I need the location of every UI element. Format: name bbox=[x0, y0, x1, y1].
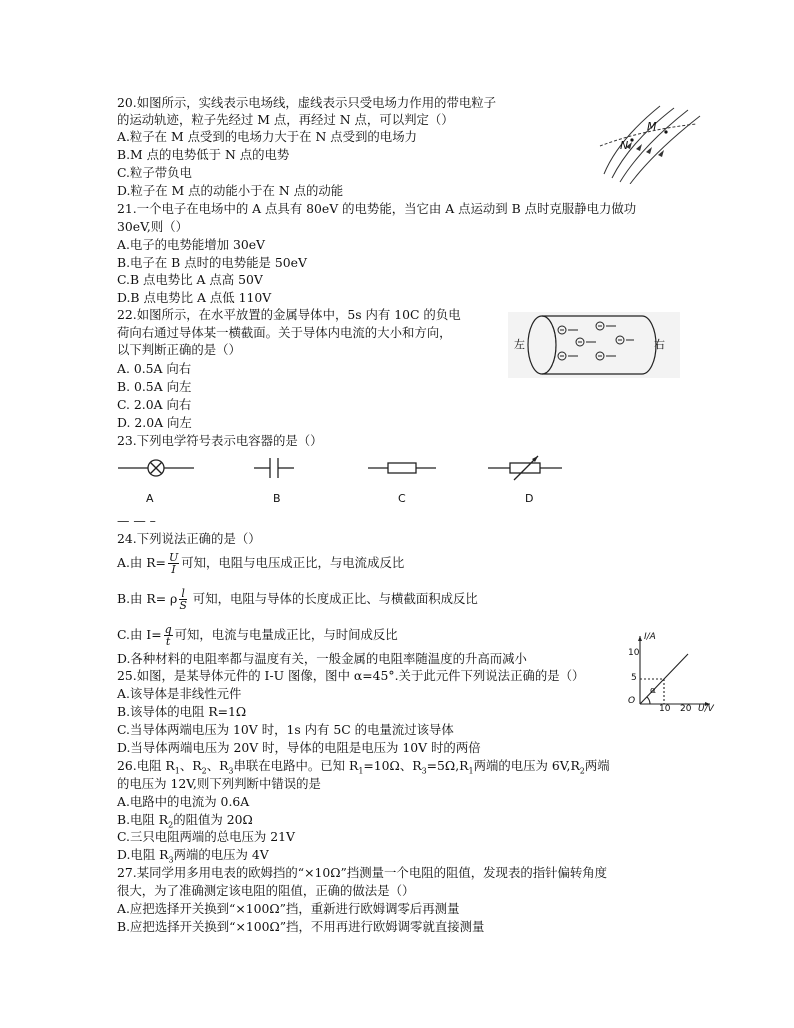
q26-option-d: D.电阻 $R_3$两端的电压为 4V bbox=[117, 847, 269, 865]
q20-stem-line2: 的运动轨迹，粒子先经过 M 点，再经过 N 点，可以判定（） bbox=[117, 112, 454, 127]
q26-option-a: A.电路中的电流为 0.6A bbox=[117, 794, 250, 809]
q27-option-b: B.应把选择开关换到“×100Ω”挡，不用再进行欧姆调零就直接测量 bbox=[117, 919, 485, 934]
q22-label-right: 右 bbox=[654, 338, 665, 351]
q25-iu-graph bbox=[622, 632, 714, 712]
separator-dash: — — – bbox=[117, 513, 156, 528]
q27-stem-line1: 27.某同学用多用电表的欧姆挡的“×10Ω”挡测量一个电阻的阻值，发现表的指针偏转角度 bbox=[117, 865, 608, 880]
q20-stem-line1: 20.如图所示，实线表示电场线，虚线表示只受电场力作用的带电粒子 bbox=[117, 95, 497, 110]
q24-option-c: C.由 I= $\frac{q}{t}$ 可知，电流与电量成正比，与时间成反比 bbox=[117, 623, 398, 648]
q25-option-b: B.该导体的电阻 R=1Ω bbox=[117, 704, 247, 719]
q26-option-b: B.电阻 $R_2$的阻值为 20Ω bbox=[117, 812, 253, 830]
q21-option-c: C.B 点电势比 A 点高 50V bbox=[117, 272, 263, 287]
q22-stem-line3: 以下判断正确的是（） bbox=[117, 342, 241, 357]
q20-option-d: D.粒子在 M 点的动能小于在 N 点的动能 bbox=[117, 183, 344, 198]
q22-label-left: 左 bbox=[514, 338, 525, 351]
q25-x-tick-10: 10 bbox=[659, 704, 671, 714]
q21-stem-line1: 21.一个电子在电场中的 A 点具有 80eV 的电势能，当它由 A 点运动到 B 点时克服静电力做功 bbox=[117, 201, 637, 216]
q27-stem-line2: 很大，为了准确测定该电阻的阻值，正确的做法是（） bbox=[117, 883, 415, 898]
q23-stem: 23.下列电学符号表示电容器的是（） bbox=[117, 433, 323, 448]
q26-stem-line2: 的电压为 12V,则下列判断中错误的是 bbox=[117, 776, 321, 791]
q25-y-axis-label: I/A bbox=[644, 632, 656, 642]
q20-option-c: C.粒子带负电 bbox=[117, 165, 192, 180]
q25-y-tick-10: 10 bbox=[628, 648, 640, 658]
q22-stem-line1: 22.如图所示，在水平放置的金属导体中，5s 内有 10C 的负电 bbox=[117, 307, 461, 322]
q22-option-c: C. 2.0A 向右 bbox=[117, 397, 192, 412]
q21-option-a: A.电子的电势能增加 30eV bbox=[117, 237, 265, 252]
q22-option-a: A. 0.5A 向右 bbox=[117, 361, 192, 376]
q20-field-figure bbox=[596, 102, 702, 184]
q20-label-m: M bbox=[647, 120, 657, 133]
q25-origin-label: O bbox=[628, 696, 636, 706]
q23-label-d: D bbox=[525, 492, 534, 505]
q26-option-c: C.三只电阻两端的总电压为 21V bbox=[117, 829, 295, 844]
q23-label-b: B bbox=[273, 492, 281, 505]
q20-option-a: A.粒子在 M 点受到的电场力大于在 N 点受到的电场力 bbox=[117, 129, 417, 144]
q25-stem: 25.如图，是某导体元件的 I-U 图像，图中 α=45°.关于此元件下列说法正确的是（） bbox=[117, 668, 585, 683]
q21-option-b: B.电子在 B 点时的电势能是 50eV bbox=[117, 255, 307, 270]
q20-label-n: N bbox=[620, 139, 629, 152]
q22-option-d: D. 2.0A 向左 bbox=[117, 415, 192, 430]
q23-label-a: A bbox=[146, 492, 154, 505]
q23-symbols-figure bbox=[118, 452, 568, 486]
q24-option-b: B.由 R= ρ $\frac{l}{S}$ 可知，电阻与导体的长度成正比、与横截面积成反比 bbox=[117, 587, 478, 612]
q21-option-d: D.B 点电势比 A 点低 110V bbox=[117, 290, 272, 305]
q25-y-tick-5: 5 bbox=[631, 673, 637, 683]
q25-option-d: D.当导体两端电压为 20V 时，导体的电阻是电压为 10V 时的两倍 bbox=[117, 740, 481, 755]
q25-x-tick-20: 20 bbox=[680, 704, 692, 714]
q22-stem-line2: 荷向右通过导体某一横截面。关于导体内电流的大小和方向， bbox=[117, 325, 452, 340]
q25-x-axis-label: U/V bbox=[698, 704, 714, 714]
q25-option-c: C.当导体两端电压为 10V 时，1s 内有 5C 的电量流过该导体 bbox=[117, 722, 454, 737]
q21-stem-line2: 30eV,则（） bbox=[117, 219, 188, 234]
q27-option-a: A.应把选择开关换到“×100Ω”挡，重新进行欧姆调零后再测量 bbox=[117, 901, 460, 916]
q24-stem: 24.下列说法正确的是（） bbox=[117, 531, 261, 546]
q20-option-b: B.M 点的电势低于 N 点的电势 bbox=[117, 147, 290, 162]
q23-label-c: C bbox=[398, 492, 406, 505]
q25-alpha-label: α bbox=[650, 686, 656, 696]
q24-option-a: A.由 R= $\frac{U}{I}$ 可知，电阻与电压成正比，与电流成反比 bbox=[117, 551, 405, 576]
q24-option-d: D.各种材料的电阻率都与温度有关，一般金属的电阻率随温度的升高而减小 bbox=[117, 651, 527, 666]
q25-option-a: A.该导体是非线性元件 bbox=[117, 686, 242, 701]
q22-option-b: B. 0.5A 向左 bbox=[117, 379, 192, 394]
q26-stem-line1: 26.电阻 $R_1$、$R_2$、$R_3$串联在电路中。已知 $R_1=10\Omega$、$R_3=5\Omega,R_1$两端的电压为 $6V,R_2$两端 bbox=[117, 758, 610, 776]
